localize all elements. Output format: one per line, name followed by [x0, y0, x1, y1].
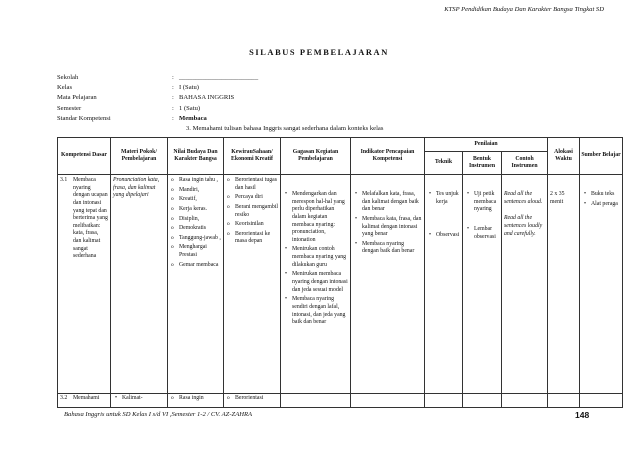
list-item: o Menghargai Prestasi — [170, 244, 221, 259]
list-item: o Berorientasi ke masa depan — [226, 231, 278, 246]
info-value: BAHASA INGGRIS — [179, 94, 235, 102]
info-colon: : — [172, 114, 174, 122]
kd-text: Membaca nyaring dengan ucapan dan intonasi yang tepat dan berterima yang melibatkan: kata, frasa, dan kalimat sangat sederhana — [73, 177, 108, 260]
list-item: o Keorisinilan — [226, 221, 278, 229]
empty-cell — [425, 394, 463, 408]
table-row — [58, 175, 623, 394]
materi-text: Pronunciation kata, frasa, dan kalimat yang dipelajari — [113, 177, 160, 199]
list-item: o Percaya diri — [226, 194, 278, 202]
kd-number: 3.1 — [60, 177, 68, 183]
header-sumber-belajar: Sumber Belajar — [580, 138, 623, 175]
bentuk-cell — [463, 175, 502, 394]
header-bentuk-instrumen: Bentuk Instrumen — [463, 152, 502, 175]
nilai-list — [168, 394, 223, 407]
info-value: ________________________ — [179, 74, 259, 81]
list-item: • Buku teks — [582, 191, 620, 199]
alokasi-cell — [548, 175, 580, 394]
page-number: 148 — [575, 410, 590, 420]
table-row — [58, 394, 623, 408]
kewirausahaan-cell — [224, 175, 281, 394]
header-gagasan-kegiatan: Gagasan Kegiatan Pembelajaran — [281, 138, 351, 175]
list-item: o Mandiri, — [170, 187, 221, 195]
header-indikator: Indikator Pencapaian Kompetensi — [351, 138, 425, 175]
sumber-list — [580, 175, 622, 212]
alokasi-text: 2 x 35 menit — [550, 191, 565, 205]
info-label: Semester — [57, 104, 82, 112]
header-alokasi-waktu: Alokasi Waktu — [548, 138, 580, 175]
kewirausahaan-cell — [224, 394, 281, 408]
indikator-cell — [351, 175, 425, 394]
materi-list — [111, 394, 167, 407]
header-row-1 — [58, 138, 623, 152]
info-value: 1 (Satu) — [179, 104, 201, 112]
list-item: o Berorientasi — [226, 395, 278, 403]
info-value: I (Satu) — [179, 84, 199, 92]
list-item: • Melafalkan kata, frasa, dan kalimat dengan baik dan benar — [353, 191, 422, 214]
list-item: • Kalimat- — [113, 395, 165, 403]
info-label: Sekolah — [57, 74, 79, 81]
list-item: • Membaca nyaring sendiri dengan lafal, intonasi, dan jeda yang baik dan benar — [283, 296, 348, 327]
list-item: • Uji petik membaca nyaring — [465, 191, 499, 214]
header-materi-pokok: Materi Pokok/ Pembelajaran — [111, 138, 168, 175]
nilai-cell — [168, 175, 224, 394]
list-item: o Kerja keras. — [170, 206, 221, 214]
contoh-text: Read all the sentences loudly and carefully. — [504, 215, 543, 237]
list-item: o Berorientasi tugas dan hasil — [226, 177, 278, 192]
header-teknik: Teknik — [425, 152, 463, 175]
info-colon: : — [172, 74, 174, 81]
teknik-cell — [425, 175, 463, 394]
info-colon: : — [172, 94, 174, 102]
list-item: • Menirukan contoh membaca nyaring yang dilakukan guru — [283, 246, 348, 269]
running-footer: Bahasa Inggris untuk SD Kelas I s/d VI ,Semester 1-2 / CV. AZ-ZAHRA — [64, 411, 253, 418]
gagasan-cell — [281, 175, 351, 394]
header-contoh-instrumen: Contoh Instrumen — [502, 152, 548, 175]
list-item: o Kreatif, — [170, 196, 221, 204]
list-item: o Disiplin, — [170, 216, 221, 224]
empty-cell — [351, 394, 425, 408]
contoh-cell — [502, 175, 548, 394]
info-value: Membaca — [179, 114, 207, 122]
kewirausahaan-list — [224, 394, 280, 407]
page-title: SILABUS PEMBELAJARAN — [249, 48, 389, 57]
empty-cell — [548, 394, 580, 408]
list-item: o Rasa ingin tahu , — [170, 177, 221, 185]
empty-cell — [281, 394, 351, 408]
empty-cell — [580, 394, 623, 408]
nilai-list — [168, 175, 223, 273]
info-label: Kelas — [57, 84, 73, 92]
empty-cell — [502, 394, 548, 408]
list-item: • Membaca nyaring dengan baik dan benar — [353, 241, 422, 256]
running-header: KTSP Pendidikan Budaya Dan Karakter Bangsa Tingkat SD — [444, 6, 604, 13]
header-kewirausahaan: KewirauSahaan/ Ekonomi Kreatif — [224, 138, 281, 175]
list-item: o Demokratis — [170, 225, 221, 233]
list-item: • Observasi — [427, 232, 460, 240]
list-item: • Membaca kata, frasa, dan kalimat dengan intonasi yang benar — [353, 216, 422, 239]
kompetensi-dasar-cell — [58, 394, 111, 408]
sumber-cell — [580, 175, 623, 394]
list-item: o Tanggung-jawab , — [170, 235, 221, 243]
header-penilaian: Penilaian — [425, 138, 548, 152]
list-item: o Berani mengambil resiko — [226, 204, 278, 219]
info-colon: : — [172, 104, 174, 112]
list-item: • Menirukan membaca nyaring dengan intonasi dan jeda sesuai model — [283, 271, 348, 294]
list-item: • Alat peraga — [582, 201, 620, 209]
contoh-text: Read all the sentences aloud. — [504, 191, 543, 205]
info-label: Standar Kompetensi — [57, 114, 111, 122]
materi-cell — [111, 394, 168, 408]
info-colon: : — [172, 84, 174, 92]
indikator-list — [351, 175, 424, 260]
standar-kompetensi-detail: 3. Memahami tulisan bahasa Inggris sangat sederhana dalam konteks kelas — [186, 124, 384, 132]
empty-cell — [463, 394, 502, 408]
list-item: • Tes unjuk kerja — [427, 191, 460, 206]
bentuk-list — [463, 175, 501, 245]
list-item: • Lembar observasi — [465, 226, 499, 241]
kd-number: 3.2 — [60, 395, 68, 401]
header-nilai-budaya: Nilai Budaya Dan Karakter Bangsa — [168, 138, 224, 175]
list-item: o Rasa ingin — [170, 395, 221, 403]
materi-cell — [111, 175, 168, 394]
kewirausahaan-list — [224, 175, 280, 250]
info-label: Mata Pelajaran — [57, 94, 97, 102]
header-kompetensi-dasar: Kompetensi Dasar — [58, 138, 111, 175]
contoh-block — [502, 175, 547, 240]
teknik-list — [425, 175, 462, 244]
gagasan-list — [281, 175, 350, 331]
kd-text: Memahami — [73, 395, 100, 401]
syllabus-table — [57, 137, 623, 408]
list-item: o Gemar membaca — [170, 262, 221, 270]
nilai-cell — [168, 394, 224, 408]
list-item: • Mendengarkan dan merespon hal-hal yang perlu diperhatikan dalam kegiatan membaca nyaring: pronunciation, intonation — [283, 191, 348, 244]
kompetensi-dasar-cell — [58, 175, 111, 394]
